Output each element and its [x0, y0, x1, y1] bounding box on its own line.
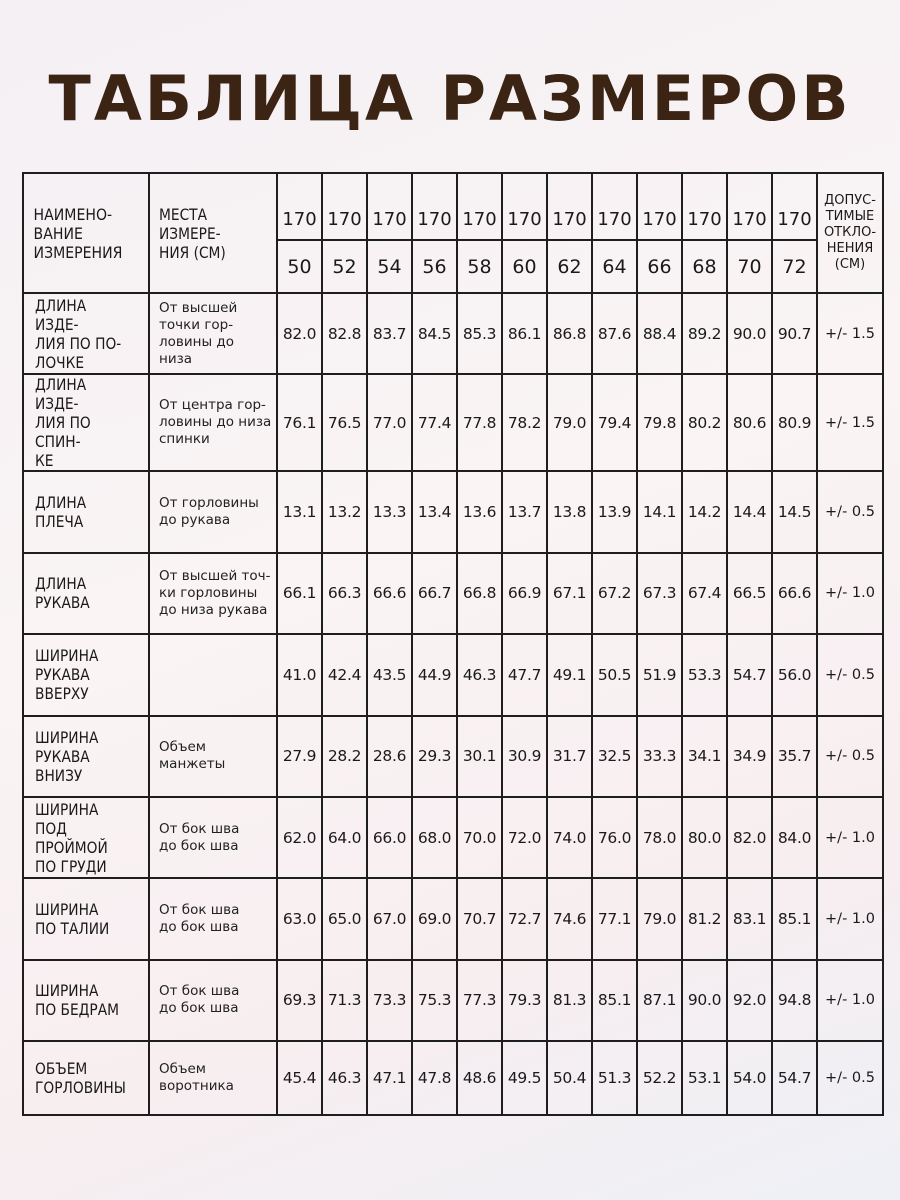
measurement-tolerance: +/- 1.5 [817, 293, 883, 374]
measurement-value: 27.9 [277, 716, 322, 797]
measurement-value: 49.1 [547, 634, 592, 715]
measurement-value: 13.4 [412, 471, 457, 552]
measurement-value: 72.7 [502, 878, 547, 959]
measurement-value: 69.3 [277, 960, 322, 1041]
measurement-value: 77.3 [457, 960, 502, 1041]
measurement-value: 47.7 [502, 634, 547, 715]
measurement-value: 76.5 [322, 374, 367, 471]
measurement-value: 77.4 [412, 374, 457, 471]
measurement-value: 85.1 [772, 878, 817, 959]
measurement-name [23, 960, 149, 1041]
measurement-value: 30.9 [502, 716, 547, 797]
measurement-value: 66.7 [412, 553, 457, 634]
header-height: 170 [277, 173, 322, 240]
measurement-value: 53.1 [682, 1041, 727, 1115]
table-row [23, 374, 883, 471]
measurement-name-label: ШИРИНА ПО БЕДРАМ [35, 981, 120, 1020]
measurement-value: 63.0 [277, 878, 322, 959]
measurement-value: 66.0 [367, 797, 412, 878]
measurement-value: 70.7 [457, 878, 502, 959]
measurement-value: 66.6 [367, 553, 412, 634]
measurement-value: 44.9 [412, 634, 457, 715]
measurement-value: 41.0 [277, 634, 322, 715]
measurement-value: 77.0 [367, 374, 412, 471]
measurement-value: 77.1 [592, 878, 637, 959]
table-row [23, 553, 883, 634]
measurement-place: Объем воротника [149, 1041, 277, 1115]
measurement-place: От высшей точ- ки горловины до низа рукава [149, 553, 277, 634]
header-size: 58 [457, 240, 502, 293]
measurement-value: 87.1 [637, 960, 682, 1041]
measurement-name [23, 797, 149, 878]
measurement-tolerance: +/- 1.0 [817, 878, 883, 959]
measurement-name-label: ШИРИНА ПО ТАЛИИ [35, 900, 110, 939]
measurement-value: 34.9 [727, 716, 772, 797]
measurement-place: От бок шва до бок шва [149, 878, 277, 959]
measurement-place: Объем манжеты [149, 716, 277, 797]
header-height: 170 [502, 173, 547, 240]
measurement-value: 62.0 [277, 797, 322, 878]
measurement-value: 14.5 [772, 471, 817, 552]
measurement-value: 51.3 [592, 1041, 637, 1115]
measurement-value: 73.3 [367, 960, 412, 1041]
measurement-value: 48.6 [457, 1041, 502, 1115]
header-height: 170 [322, 173, 367, 240]
header-measurement-place-label: МЕСТА ИЗМЕРЕ- НИЯ (СМ) [159, 204, 226, 262]
measurement-value: 85.1 [592, 960, 637, 1041]
measurement-value: 83.7 [367, 293, 412, 374]
measurement-value: 94.8 [772, 960, 817, 1041]
measurement-value: 82.8 [322, 293, 367, 374]
table-row [23, 293, 883, 374]
measurement-value: 72.0 [502, 797, 547, 878]
measurement-value: 75.3 [412, 960, 457, 1041]
header-measurement-name [23, 173, 134, 293]
table-row [23, 960, 883, 1041]
measurement-value: 13.1 [277, 471, 322, 552]
measurement-value: 74.6 [547, 878, 592, 959]
measurement-value: 80.9 [772, 374, 817, 471]
measurement-value: 81.2 [682, 878, 727, 959]
measurement-value: 66.6 [772, 553, 817, 634]
measurement-value: 65.0 [322, 878, 367, 959]
measurement-value: 67.3 [637, 553, 682, 634]
measurement-value: 90.0 [727, 293, 772, 374]
header-height: 170 [367, 173, 412, 240]
table-row [23, 471, 883, 552]
measurement-name [23, 293, 149, 374]
measurement-value: 82.0 [727, 797, 772, 878]
measurement-value: 46.3 [457, 634, 502, 715]
header-measurement-place [149, 173, 277, 293]
measurement-place: От бок шва до бок шва [149, 960, 277, 1041]
measurement-name [23, 374, 149, 471]
measurement-value: 34.1 [682, 716, 727, 797]
measurement-value: 66.3 [322, 553, 367, 634]
measurement-value: 50.4 [547, 1041, 592, 1115]
measurement-value: 66.9 [502, 553, 547, 634]
header-size: 52 [322, 240, 367, 293]
header-height: 170 [547, 173, 592, 240]
header-height: 170 [727, 173, 772, 240]
measurement-name [23, 553, 149, 634]
measurement-value: 64.0 [322, 797, 367, 878]
table-row [23, 878, 883, 959]
measurement-value: 67.2 [592, 553, 637, 634]
measurement-place [149, 634, 277, 715]
header-size: 54 [367, 240, 412, 293]
measurement-name [23, 878, 149, 959]
header-size: 60 [502, 240, 547, 293]
measurement-value: 77.8 [457, 374, 502, 471]
measurement-value: 70.0 [457, 797, 502, 878]
header-height: 170 [592, 173, 637, 240]
measurement-value: 28.2 [322, 716, 367, 797]
measurement-value: 66.5 [727, 553, 772, 634]
measurement-value: 47.1 [367, 1041, 412, 1115]
measurement-name-label: ШИРИНА РУКАВА ВВЕРХУ [35, 646, 99, 704]
table-row [23, 797, 883, 878]
measurement-name [23, 471, 149, 552]
header-row-heights [23, 173, 883, 240]
measurement-value: 90.0 [682, 960, 727, 1041]
measurement-value: 56.0 [772, 634, 817, 715]
measurement-value: 92.0 [727, 960, 772, 1041]
measurement-name-label: ШИРИНА ПОД ПРОЙМОЙ ПО ГРУДИ [35, 799, 108, 876]
table-row [23, 1041, 883, 1115]
measurement-value: 35.7 [772, 716, 817, 797]
measurement-value: 85.3 [457, 293, 502, 374]
measurement-value: 79.8 [637, 374, 682, 471]
measurement-value: 67.4 [682, 553, 727, 634]
measurement-value: 90.7 [772, 293, 817, 374]
measurement-value: 79.0 [637, 878, 682, 959]
measurement-value: 66.1 [277, 553, 322, 634]
measurement-name-label: ДЛИНА ПЛЕЧА [35, 493, 87, 532]
measurement-value: 14.4 [727, 471, 772, 552]
header-measurement-name-label: НАИМЕНО- ВАНИЕ ИЗМЕРЕНИЯ [33, 204, 123, 262]
measurement-value: 46.3 [322, 1041, 367, 1115]
measurement-value: 50.5 [592, 634, 637, 715]
measurement-value: 84.0 [772, 797, 817, 878]
measurement-value: 14.1 [637, 471, 682, 552]
measurement-value: 81.3 [547, 960, 592, 1041]
measurement-name [23, 716, 149, 797]
measurement-value: 71.3 [322, 960, 367, 1041]
header-height: 170 [457, 173, 502, 240]
header-size: 72 [772, 240, 817, 293]
header-size: 56 [412, 240, 457, 293]
measurement-value: 54.7 [727, 634, 772, 715]
measurement-name-label: ОБЪЕМ ГОРЛОВИНЫ [35, 1059, 126, 1098]
measurement-tolerance: +/- 1.0 [817, 797, 883, 878]
measurement-value: 67.0 [367, 878, 412, 959]
header-height: 170 [637, 173, 682, 240]
header-height: 170 [412, 173, 457, 240]
measurement-value: 82.0 [277, 293, 322, 374]
header-size: 62 [547, 240, 592, 293]
measurement-value: 13.6 [457, 471, 502, 552]
measurement-value: 88.4 [637, 293, 682, 374]
header-size: 64 [592, 240, 637, 293]
measurement-value: 66.8 [457, 553, 502, 634]
header-tolerance: ДОПУС- ТИМЫЕ ОТКЛО- НЕНИЯ (СМ) [817, 173, 883, 293]
measurement-value: 52.2 [637, 1041, 682, 1115]
measurement-value: 76.1 [277, 374, 322, 471]
measurement-value: 31.7 [547, 716, 592, 797]
measurement-value: 14.2 [682, 471, 727, 552]
table-row [23, 634, 883, 715]
measurement-value: 86.8 [547, 293, 592, 374]
measurement-value: 78.0 [637, 797, 682, 878]
header-size: 70 [727, 240, 772, 293]
measurement-tolerance: +/- 1.0 [817, 960, 883, 1041]
measurement-value: 83.1 [727, 878, 772, 959]
header-height: 170 [682, 173, 727, 240]
measurement-name-label: ДЛИНА ИЗДЕ- ЛИЯ ПО ПО- ЛОЧКЕ [35, 295, 122, 372]
measurement-name-label: ДЛИНА ИЗДЕ- ЛИЯ ПО СПИН- КЕ [35, 375, 91, 471]
measurement-value: 13.8 [547, 471, 592, 552]
measurement-value: 33.3 [637, 716, 682, 797]
measurement-value: 76.0 [592, 797, 637, 878]
header-size: 66 [637, 240, 682, 293]
measurement-place: От высшей точки гор- ловины до низа [149, 293, 277, 374]
measurement-value: 69.0 [412, 878, 457, 959]
measurement-value: 43.5 [367, 634, 412, 715]
measurement-name [23, 1041, 149, 1115]
measurement-value: 29.3 [412, 716, 457, 797]
measurement-value: 51.9 [637, 634, 682, 715]
measurement-name [23, 634, 149, 715]
header-size: 68 [682, 240, 727, 293]
measurement-value: 80.0 [682, 797, 727, 878]
table-row [23, 716, 883, 797]
measurement-value: 47.8 [412, 1041, 457, 1115]
measurement-tolerance: +/- 0.5 [817, 1041, 883, 1115]
measurement-value: 80.2 [682, 374, 727, 471]
measurement-value: 79.0 [547, 374, 592, 471]
measurement-value: 45.4 [277, 1041, 322, 1115]
measurement-value: 54.7 [772, 1041, 817, 1115]
measurement-value: 30.1 [457, 716, 502, 797]
measurement-value: 42.4 [322, 634, 367, 715]
measurement-value: 53.3 [682, 634, 727, 715]
measurement-tolerance: +/- 0.5 [817, 471, 883, 552]
measurement-value: 32.5 [592, 716, 637, 797]
measurement-value: 54.0 [727, 1041, 772, 1115]
measurement-value: 28.6 [367, 716, 412, 797]
measurement-name-label: ШИРИНА РУКАВА ВНИЗУ [35, 727, 99, 785]
measurement-value: 79.3 [502, 960, 547, 1041]
size-table [22, 172, 884, 1116]
measurement-tolerance: +/- 0.5 [817, 716, 883, 797]
measurement-value: 79.4 [592, 374, 637, 471]
measurement-tolerance: +/- 1.5 [817, 374, 883, 471]
measurement-tolerance: +/- 1.0 [817, 553, 883, 634]
measurement-place: От горловины до рукава [149, 471, 277, 552]
measurement-tolerance: +/- 0.5 [817, 634, 883, 715]
measurement-value: 86.1 [502, 293, 547, 374]
measurement-value: 13.2 [322, 471, 367, 552]
measurement-value: 80.6 [727, 374, 772, 471]
measurement-value: 87.6 [592, 293, 637, 374]
measurement-value: 84.5 [412, 293, 457, 374]
measurement-place: От центра гор- ловины до низа спинки [149, 374, 277, 471]
measurement-value: 67.1 [547, 553, 592, 634]
measurement-value: 49.5 [502, 1041, 547, 1115]
measurement-value: 89.2 [682, 293, 727, 374]
measurement-value: 68.0 [412, 797, 457, 878]
measurement-value: 74.0 [547, 797, 592, 878]
header-height: 170 [772, 173, 817, 240]
measurement-value: 13.9 [592, 471, 637, 552]
measurement-value: 13.3 [367, 471, 412, 552]
measurement-value: 78.2 [502, 374, 547, 471]
measurement-place: От бок шва до бок шва [149, 797, 277, 878]
page-title: ТАБЛИЦА РАЗМЕРОВ [48, 62, 852, 135]
measurement-name-label: ДЛИНА РУКАВА [35, 574, 90, 613]
header-size: 50 [277, 240, 322, 293]
measurement-value: 13.7 [502, 471, 547, 552]
